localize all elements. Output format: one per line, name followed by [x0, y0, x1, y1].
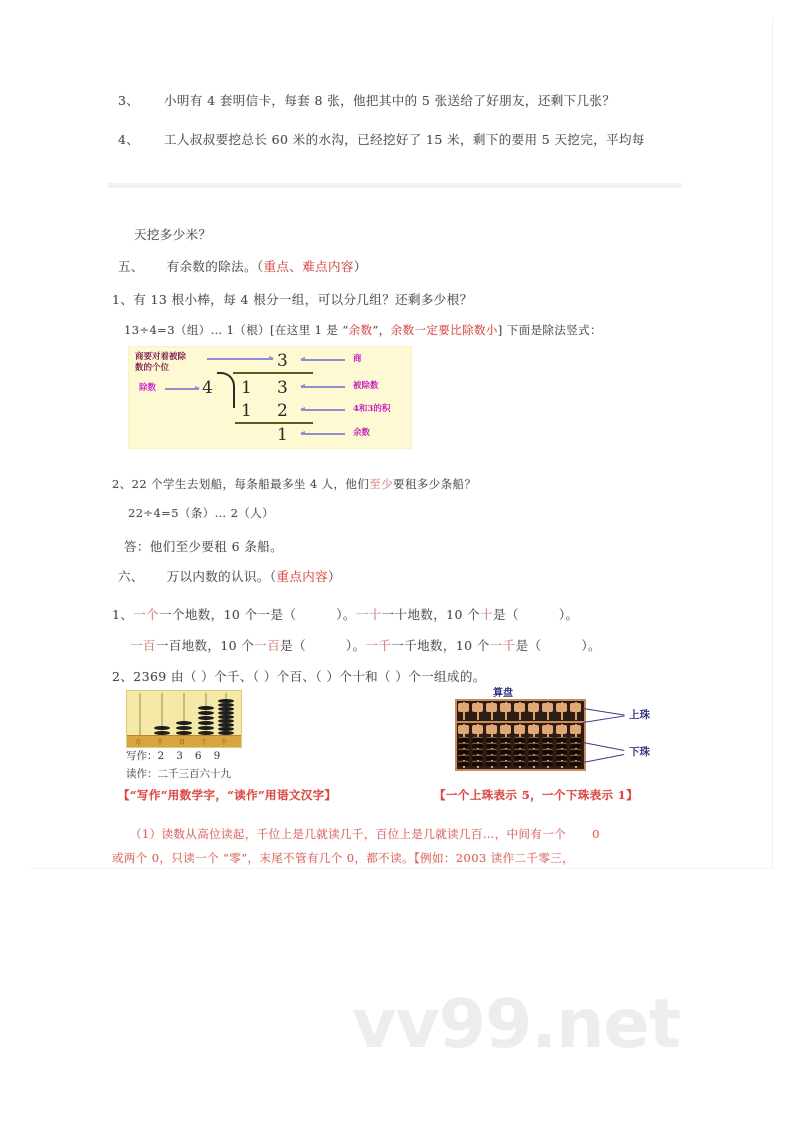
write-digit-tens: 6 — [194, 750, 202, 762]
problem-3 — [118, 91, 615, 109]
digit-divisor: 4 — [202, 378, 213, 398]
q1-c-mid2: 是（ — [280, 638, 306, 653]
counting-rack-image — [126, 690, 242, 748]
abacus-upper-bead-label: 上珠 — [629, 709, 650, 721]
leader-line-lower-bead — [583, 742, 624, 751]
abacus-upper-deck — [457, 701, 584, 723]
q1-d-mid2: 是（ — [515, 638, 542, 653]
division-top-rule — [233, 372, 313, 374]
leader-line-upper-bead — [583, 708, 625, 716]
write-digit-hundreds: 3 — [176, 750, 183, 762]
digit-dividend-tens: 1 — [241, 378, 252, 398]
arrow-label-product — [301, 409, 345, 411]
label-divisor: 除数 — [139, 383, 157, 393]
section-six-emphasis: 重点内容 — [276, 569, 329, 584]
leader-line-lower-bead-2 — [583, 754, 624, 763]
q1-red-ten: 一十 — [355, 607, 382, 622]
leader-line-upper-bead-2 — [583, 715, 625, 723]
rule-line1-a: （1）读数 — [130, 827, 186, 841]
q1-red-thousand: 一千 — [365, 638, 392, 653]
q1-c-end: ）。 — [345, 638, 366, 653]
section-six-question-1-row-2 — [130, 636, 601, 654]
q1-b-mid2: 是（ — [493, 607, 519, 622]
problem-4-continuation: 天挖多少米？ — [134, 227, 212, 242]
problem-4 — [118, 130, 645, 148]
q1-working-c: ] 下面是除法竖式： — [497, 323, 602, 337]
abacus-lower-deck — [457, 723, 584, 769]
problem-4-number: 4、 — [118, 132, 140, 147]
site-watermark: vv99.net — [352, 985, 681, 1064]
q2-text: 2、22 个学生去划船，每条船最多坐 4 人，他们 — [112, 477, 370, 491]
abacus-frame — [455, 699, 586, 771]
q1-working-red-remainder: 余数 — [348, 323, 373, 337]
q1-working-b: ”， — [372, 323, 391, 337]
q1-d-end: ）。 — [581, 638, 601, 653]
rod-label-ge: 个 — [221, 739, 228, 746]
q1-red-ten-2: 十 — [480, 607, 494, 622]
section-five-q1-working — [124, 322, 602, 338]
label-quotient-alignment-line2: 数的个位 — [135, 363, 170, 373]
q1-a-end: ）。 — [336, 607, 356, 622]
arrow-label-remainder — [301, 433, 345, 435]
problem-3-text: 小明有 4 套明信卡，每套 8 张，他把其中的 5 张送给了好朋友，还剩下几张？ — [164, 93, 616, 108]
counting-rack-write-row — [126, 748, 220, 763]
section-five-number: 五、 — [118, 259, 144, 274]
rod-label-wan: 万 — [135, 739, 142, 746]
section-six-title: 万以内数的认识。（ — [166, 569, 277, 584]
section-five-emphasis: 重点、难点内容 — [263, 259, 354, 274]
q1-red-hundred: 一百 — [130, 638, 156, 653]
write-digit-thousands: 2 — [157, 750, 165, 762]
reading-rule-line-2: 或两个 0，只读一个 “零”，末尾不管有几个 0，都不读。【例如：2003 读作二千零三， — [112, 851, 575, 865]
section-five-question-1: 1、有 13 根小棒，每 4 根分一组，可以分几组？还剩多少根？ — [112, 292, 473, 307]
q1-b-mid: 一十地数，10 个 — [381, 607, 481, 622]
division-bracket-icon — [217, 372, 235, 408]
digit-dividend-ones: 3 — [277, 378, 288, 398]
read-label: 读作： — [126, 768, 158, 780]
q2-tail: 要租多少条船？ — [393, 477, 477, 491]
rule-line1-b: 从高位读起，千位上是几就读几千，百位上是几就读几百…，中间有一个 — [185, 827, 567, 841]
counting-rack-read-row — [126, 766, 231, 781]
digit-product-tens: 1 — [241, 401, 252, 421]
problem-3-number: 3、 — [118, 93, 140, 108]
arrow-label-dividend — [301, 386, 345, 388]
label-dividend: 被除数 — [353, 381, 379, 391]
division-vertical-form-figure — [128, 346, 412, 449]
label-product: 4和3的积 — [353, 404, 391, 414]
problem-4-text: 工人叔叔要挖总长 60 米的水沟，已经挖好了 15 米，剩下的要用 5 天挖完，平均每 — [164, 132, 645, 147]
reading-rule-line-1 — [130, 826, 600, 842]
section-five-q2-answer: 答：他们至少要租 6 条船。 — [124, 539, 284, 554]
q2-emphasis: 至少 — [369, 477, 394, 491]
arrow-label-quotient — [301, 359, 345, 361]
digit-remainder: 1 — [277, 425, 288, 445]
read-value: 二千三百六十九 — [157, 768, 231, 780]
write-label: 写作： — [126, 750, 158, 762]
note-abacus-bead-values: 【一个上珠表示 5，一个下珠表示 1】 — [434, 788, 639, 802]
write-digit-ones: 9 — [213, 750, 221, 762]
q1-red-hundred-2: 一百 — [254, 638, 281, 653]
abacus-lower-bead-label: 下珠 — [629, 746, 650, 758]
q1-d-mid: 一千地数，10 个 — [391, 638, 490, 653]
rule-line1-c: 0 — [592, 827, 600, 841]
section-five-q2-working: 22÷4=5（条）… 2（人） — [128, 506, 275, 520]
q1-c-mid: 一百地数，10 个 — [155, 638, 255, 653]
q1-a-mid: 一个地数，10 个一是（ — [159, 607, 297, 622]
arrow-to-divisor — [165, 388, 199, 390]
digit-quotient: 3 — [277, 351, 288, 371]
section-five-title-close: ） — [353, 259, 367, 274]
q1-working-a: 13÷4=3（组）… 1（根）[在这里 1 是 “ — [124, 323, 349, 337]
q1-lead: 1、 — [112, 607, 134, 622]
note-write-read: 【“写作”用数学字，“读作”用语文汉字】 — [118, 788, 337, 802]
section-six-number: 六、 — [118, 569, 144, 584]
rod-label-shi: 十 — [201, 739, 208, 746]
section-five-heading — [118, 257, 367, 275]
section-five-question-2 — [112, 476, 476, 492]
arrow-to-quotient — [207, 358, 273, 360]
label-quotient: 商 — [353, 354, 362, 364]
q1-red-one: 一个 — [133, 607, 160, 622]
q1-red-thousand-2: 一千 — [489, 638, 516, 653]
digit-product-ones: 2 — [277, 401, 288, 421]
q1-b-end: ）。 — [558, 607, 579, 622]
section-six-heading — [118, 567, 341, 585]
abacus-image — [455, 686, 685, 782]
section-six-title-close: ） — [328, 569, 341, 584]
section-six-question-1-row-1 — [112, 605, 578, 623]
label-quotient-alignment-line1: 商要对着被除 — [135, 352, 187, 362]
rod-label-qian: 千 — [157, 739, 164, 746]
abacus-title: 算盘 — [493, 688, 513, 699]
label-remainder: 余数 — [353, 428, 371, 438]
rod-label-bai: 百 — [179, 739, 186, 746]
section-five-title: 有余数的除法。（ — [166, 259, 264, 274]
q1-working-red-rule: 余数一定要比除数小 — [390, 323, 498, 337]
section-six-question-2: 2、2369 由（ ）个千、（ ）个百、（ ）个十和（ ）个一组成的。 — [112, 669, 486, 684]
division-bottom-rule — [235, 422, 313, 424]
